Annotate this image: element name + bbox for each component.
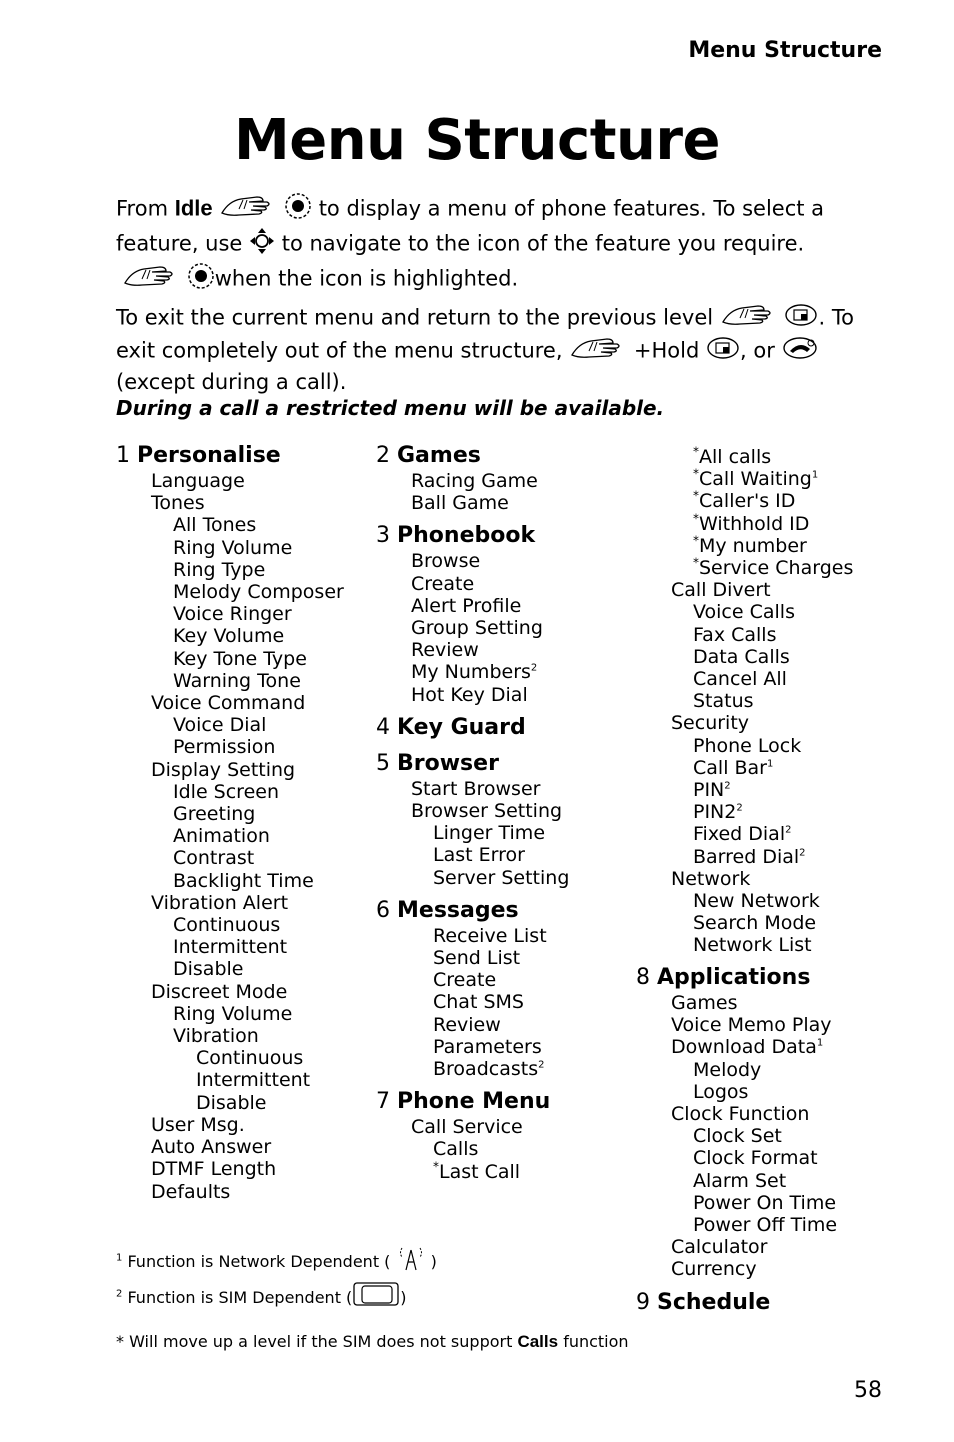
menu-item xyxy=(636,446,853,468)
section-heading xyxy=(376,1088,569,1116)
section-title: Games xyxy=(397,443,481,468)
menu-item xyxy=(376,1014,569,1036)
section-heading xyxy=(376,750,569,778)
menu-item xyxy=(376,573,569,595)
menu-section xyxy=(376,442,569,522)
menu-item-label: Auto Answer xyxy=(151,1136,272,1159)
menu-item xyxy=(636,1036,837,1058)
menu-item-label: Clock Function xyxy=(671,1103,810,1126)
menu-item xyxy=(116,736,344,758)
menu-item-label: Phone Lock xyxy=(693,734,802,757)
menu-item xyxy=(636,690,853,712)
menu-item-label: Voice Command xyxy=(151,692,306,715)
menu-column-2 xyxy=(376,442,569,1191)
section-title: Schedule xyxy=(657,1289,771,1315)
menu-item xyxy=(636,890,853,912)
section-number: 1 xyxy=(116,443,130,468)
menu-item xyxy=(116,1181,344,1203)
menu-section xyxy=(636,964,837,1289)
menu-item-label: Ring Volume xyxy=(173,1002,293,1025)
menu-item-label: User Msg. xyxy=(151,1113,245,1136)
footnote-reference: 2 xyxy=(799,847,806,859)
menu-section xyxy=(376,897,569,1088)
menu-item xyxy=(636,1170,837,1192)
intro-text-3d: +Hold xyxy=(633,338,700,363)
menu-item-label: Ball Game xyxy=(411,492,509,515)
navigation-key-icon xyxy=(249,227,275,262)
intro-paragraph-3 xyxy=(116,302,876,396)
menu-item xyxy=(116,1092,344,1114)
menu-item-label: Backlight Time xyxy=(173,869,314,892)
menu-item-label: Intermittent xyxy=(173,936,288,959)
section-heading xyxy=(376,522,569,550)
menu-item-label: Games xyxy=(671,992,738,1014)
menu-item xyxy=(116,870,344,892)
menu-item xyxy=(636,757,853,779)
menu-item xyxy=(636,1103,837,1125)
section-number: 9 xyxy=(636,1289,650,1315)
menu-item-label: Permission xyxy=(173,736,276,759)
menu-item-label: Key Tone Type xyxy=(173,647,307,670)
menu-item-label: New Network xyxy=(693,890,820,913)
footnote-2-mark: 2 xyxy=(116,1288,123,1300)
menu-item-label: Greeting xyxy=(173,803,256,826)
menu-item-label: Clock Format xyxy=(693,1147,818,1170)
menu-item xyxy=(116,625,344,647)
menu-item-label: Last Call xyxy=(439,1160,521,1183)
menu-item-label: Continuous xyxy=(173,914,281,937)
menu-item xyxy=(376,844,569,866)
footnote-reference: 2 xyxy=(724,780,731,792)
sim-dependent-asterisk: * xyxy=(693,511,699,526)
menu-item xyxy=(116,1047,344,1069)
menu-item xyxy=(636,579,853,601)
menu-item xyxy=(376,550,569,572)
intro-text-3e: , or xyxy=(740,338,775,363)
menu-item xyxy=(116,892,344,914)
section-title: Personalise xyxy=(137,443,281,468)
menu-item-label: Alarm Set xyxy=(693,1169,787,1192)
footnote-3-text-a: * Will move up a level if the SIM does not support xyxy=(116,1332,513,1351)
restricted-menu-note: During a call a restricted menu will be available. xyxy=(116,396,665,420)
running-header: Menu Structure xyxy=(688,38,882,63)
menu-item-label: Melody Composer xyxy=(173,581,344,604)
footnote-reference: 1 xyxy=(811,469,819,481)
menu-item-label: Vibration xyxy=(173,1025,259,1048)
menu-item-label: Status xyxy=(693,690,754,713)
footnote-reference: 2 xyxy=(530,663,538,675)
section-number: 7 xyxy=(376,1089,390,1115)
menu-item xyxy=(636,1258,837,1280)
menu-item-label: Display Setting xyxy=(151,758,296,781)
menu-item-label: All calls xyxy=(699,446,772,468)
menu-item-label: Language xyxy=(151,470,245,492)
menu-item xyxy=(116,648,344,670)
menu-item xyxy=(116,847,344,869)
menu-item-label: Create xyxy=(411,572,475,595)
footnote-reference: 1 xyxy=(767,758,774,770)
menu-item xyxy=(376,947,569,969)
footnote-3 xyxy=(116,1328,629,1356)
section-title: Key Guard xyxy=(397,714,526,740)
menu-item-label: Chat SMS xyxy=(433,991,524,1014)
section-heading xyxy=(636,1289,837,1317)
clear-key-icon xyxy=(706,336,740,367)
footnote-1-close: ) xyxy=(430,1252,437,1271)
menu-item xyxy=(116,1003,344,1025)
menu-item xyxy=(636,557,853,579)
menu-item-label: PIN xyxy=(693,779,725,802)
menu-item xyxy=(636,823,853,845)
menu-item xyxy=(636,779,853,801)
intro-text-3a: To exit the current menu and return to the previous level xyxy=(116,305,714,330)
menu-item-label: Logos xyxy=(693,1080,749,1103)
menu-item-label: Network List xyxy=(693,934,812,957)
menu-item-label: Receive List xyxy=(433,924,547,947)
menu-item xyxy=(116,981,344,1003)
sim-dependent-asterisk: * xyxy=(433,1159,439,1174)
menu-item-label: Ring Type xyxy=(173,558,266,581)
section-number: 2 xyxy=(376,443,390,468)
menu-item-label: Review xyxy=(433,1013,501,1036)
menu-column-3 xyxy=(636,964,837,1325)
menu-item xyxy=(636,912,853,934)
menu-item-label: Animation xyxy=(173,825,270,848)
intro-text-1c: to navigate to the icon of the feature you require. xyxy=(281,231,805,256)
menu-item-label: Power Off Time xyxy=(693,1214,838,1237)
menu-item xyxy=(636,934,853,956)
menu-item xyxy=(636,712,853,734)
menu-item xyxy=(636,1192,837,1214)
footnote-1-text: Function is Network Dependent ( xyxy=(127,1252,391,1271)
menu-item-label: Server Setting xyxy=(433,866,570,889)
menu-item xyxy=(116,581,344,603)
menu-item xyxy=(116,914,344,936)
menu-item xyxy=(376,661,569,683)
menu-item-label: Voice Dial xyxy=(173,714,267,737)
menu-item xyxy=(636,735,853,757)
section-number: 4 xyxy=(376,714,390,740)
menu-item xyxy=(636,535,853,557)
press-hand-icon xyxy=(569,335,627,368)
section-number: 5 xyxy=(376,750,390,776)
menu-item xyxy=(636,490,853,512)
intro-text-3c: exit completely out of the menu structure, xyxy=(116,338,563,363)
menu-item xyxy=(636,846,853,868)
menu-item-label: Disable xyxy=(173,958,244,981)
clear-key-icon xyxy=(784,303,818,334)
menu-item-label: My number xyxy=(699,534,807,557)
menu-item-label: Call Waiting xyxy=(699,468,812,491)
menu-item xyxy=(636,624,853,646)
menu-item xyxy=(116,1158,344,1180)
menu-section xyxy=(376,1088,569,1191)
menu-item xyxy=(636,801,853,823)
footnote-reference: 2 xyxy=(538,1059,545,1071)
menu-item-label: Create xyxy=(433,969,497,992)
sim-dependent-asterisk: * xyxy=(693,533,699,548)
menu-item-label: Security xyxy=(671,712,750,735)
sim-dependent-asterisk: * xyxy=(693,555,699,570)
menu-item-label: Warning Tone xyxy=(173,669,301,692)
menu-item xyxy=(376,969,569,991)
menu-item xyxy=(116,936,344,958)
page-title: Menu Structure xyxy=(234,108,720,173)
menu-item xyxy=(116,692,344,714)
menu-item xyxy=(116,825,344,847)
menu-item-label: All Tones xyxy=(173,514,257,537)
press-hand-icon xyxy=(720,302,778,335)
menu-item xyxy=(116,537,344,559)
menu-item-label: Clock Set xyxy=(693,1125,782,1148)
footnote-2 xyxy=(116,1281,629,1316)
menu-item-label: Key Volume xyxy=(173,625,285,648)
menu-item xyxy=(376,800,569,822)
menu-item xyxy=(376,1036,569,1058)
intro-paragraph-1 xyxy=(116,192,876,262)
menu-item-label: Idle Screen xyxy=(173,780,279,803)
page-number: 58 xyxy=(854,1378,882,1403)
menu-item-label: Voice Memo Play xyxy=(671,1014,832,1037)
menu-item xyxy=(636,1236,837,1258)
menu-item-label: Fax Calls xyxy=(693,623,777,646)
menu-section xyxy=(376,522,569,713)
end-call-key-icon xyxy=(782,336,818,367)
section-title: Phonebook xyxy=(397,523,536,549)
menu-item xyxy=(636,668,853,690)
menu-item xyxy=(376,925,569,947)
section-heading xyxy=(116,442,344,470)
section-title: Applications xyxy=(657,965,811,990)
menu-item xyxy=(636,992,837,1014)
sim-card-icon xyxy=(352,1281,400,1316)
press-hand-icon xyxy=(219,193,277,226)
menu-item xyxy=(116,781,344,803)
menu-item xyxy=(116,670,344,692)
footnote-1-mark: 1 xyxy=(116,1252,123,1264)
menu-item xyxy=(376,991,569,1013)
menu-item-label: Last Error xyxy=(433,844,525,867)
menu-item xyxy=(636,513,853,535)
section-title: Browser xyxy=(397,750,499,776)
menu-item xyxy=(376,1058,569,1080)
menu-item-label: Browse xyxy=(411,550,481,573)
menu-item-label: Racing Game xyxy=(411,470,538,492)
sim-dependent-asterisk: * xyxy=(693,466,699,481)
menu-item-label: Alert Profile xyxy=(411,594,522,617)
menu-item xyxy=(376,617,569,639)
menu-item xyxy=(376,639,569,661)
menu-item-label: Intermittent xyxy=(196,1069,311,1092)
menu-item xyxy=(636,1059,837,1081)
menu-item-label: Defaults xyxy=(151,1180,231,1203)
press-hand-icon xyxy=(122,263,180,296)
footnotes xyxy=(116,1244,629,1356)
menu-item-label: Cancel All xyxy=(693,668,787,691)
menu-item-label: Download Data xyxy=(671,1036,817,1059)
menu-item xyxy=(636,1081,837,1103)
sim-dependent-asterisk: * xyxy=(693,489,699,504)
menu-item-label: DTMF Length xyxy=(151,1158,277,1181)
menu-item-label: Hot Key Dial xyxy=(411,683,528,706)
idle-label: Idle xyxy=(174,195,213,221)
footnote-2-text: Function is SIM Dependent ( xyxy=(127,1288,353,1307)
section-title: Messages xyxy=(397,897,519,923)
menu-item xyxy=(376,595,569,617)
menu-item-label: Parameters xyxy=(433,1035,542,1058)
menu-item-label: Voice Ringer xyxy=(173,603,292,626)
intro-text-2: when the icon is highlighted. xyxy=(214,266,519,291)
menu-item xyxy=(116,714,344,736)
menu-item-label: PIN2 xyxy=(693,801,737,824)
menu-section xyxy=(376,714,569,750)
menu-item-label: Calculator xyxy=(671,1236,768,1259)
menu-item-label: Voice Calls xyxy=(693,601,795,624)
menu-item-label: Calls xyxy=(433,1138,479,1161)
menu-item-label: Fixed Dial xyxy=(693,823,786,846)
menu-item-label: Call Bar xyxy=(693,756,767,779)
menu-item xyxy=(376,822,569,844)
intro-paragraph-2 xyxy=(116,262,876,297)
menu-item xyxy=(376,867,569,889)
menu-item xyxy=(116,759,344,781)
menu-item xyxy=(376,778,569,800)
menu-item xyxy=(636,1147,837,1169)
menu-item-label: Linger Time xyxy=(433,822,546,845)
menu-item-label: Continuous xyxy=(196,1047,304,1070)
menu-item xyxy=(116,492,344,514)
menu-item xyxy=(116,1025,344,1047)
menu-item-label: Search Mode xyxy=(693,912,817,935)
menu-item-label: Discreet Mode xyxy=(151,980,288,1003)
menu-item-label: Browser Setting xyxy=(411,800,563,823)
menu-section xyxy=(636,1289,837,1325)
section-heading xyxy=(636,964,837,992)
menu-item xyxy=(376,1138,569,1160)
menu-item-label: Group Setting xyxy=(411,617,543,640)
menu-item-label: Contrast xyxy=(173,847,255,870)
menu-item xyxy=(376,470,569,492)
menu-item-label: Power On Time xyxy=(693,1191,837,1214)
footnote-2-close: ) xyxy=(400,1288,407,1307)
sim-dependent-asterisk: * xyxy=(693,444,699,459)
menu-item-label: Tones xyxy=(151,492,205,515)
intro-text-3b: . To xyxy=(818,305,854,330)
menu-item xyxy=(116,803,344,825)
section-number: 8 xyxy=(636,965,650,990)
footnote-3-text-c: function xyxy=(563,1332,629,1351)
network-antenna-icon xyxy=(396,1244,426,1281)
menu-item xyxy=(116,559,344,581)
menu-item-label: Withhold ID xyxy=(699,512,810,535)
menu-item xyxy=(636,646,853,668)
menu-item-label: Start Browser xyxy=(411,777,541,800)
intro-text-1a: to display a menu of phone features. To select a xyxy=(318,196,825,221)
menu-item-label: Ring Volume xyxy=(173,536,293,559)
menu-item xyxy=(116,1136,344,1158)
intro-from: From xyxy=(116,196,169,221)
menu-item xyxy=(636,468,853,490)
select-key-icon xyxy=(284,192,312,227)
menu-item-label: Disable xyxy=(196,1091,267,1114)
section-title: Phone Menu xyxy=(397,1089,551,1115)
footnote-reference: 2 xyxy=(736,802,743,814)
menu-item-label: Currency xyxy=(671,1258,757,1281)
menu-item xyxy=(116,1069,344,1091)
menu-item xyxy=(376,1116,569,1138)
menu-item-label: Vibration Alert xyxy=(151,891,289,914)
menu-item-label: My Numbers xyxy=(411,661,531,684)
menu-item xyxy=(116,1114,344,1136)
menu-item xyxy=(376,684,569,706)
menu-column-3-continued xyxy=(636,446,853,957)
menu-item-label: Data Calls xyxy=(693,645,790,668)
footnote-3-calls: Calls xyxy=(517,1332,559,1351)
section-number: 3 xyxy=(376,523,390,549)
menu-item xyxy=(116,603,344,625)
menu-item xyxy=(636,601,853,623)
menu-column-1 xyxy=(116,442,344,1203)
menu-item-label: Call Service xyxy=(411,1116,523,1139)
menu-item xyxy=(636,1125,837,1147)
menu-section xyxy=(376,750,569,897)
menu-item xyxy=(376,1161,569,1183)
menu-item xyxy=(636,1214,837,1236)
section-heading xyxy=(376,714,569,742)
intro-text-3f: (except during a call). xyxy=(116,370,347,394)
menu-item-label: Melody xyxy=(693,1058,762,1081)
menu-item-label: Caller's ID xyxy=(699,490,796,513)
menu-item xyxy=(376,492,569,514)
footnote-reference: 1 xyxy=(816,1038,824,1050)
menu-item-label: Service Charges xyxy=(699,557,854,580)
menu-item-label: Broadcasts xyxy=(433,1058,539,1081)
footnote-1 xyxy=(116,1244,629,1281)
menu-item-label: Send List xyxy=(433,947,521,970)
section-heading xyxy=(376,897,569,925)
menu-item-label: Call Divert xyxy=(671,579,771,602)
menu-item xyxy=(116,470,344,492)
section-heading xyxy=(376,442,569,470)
menu-item xyxy=(636,1014,837,1036)
menu-item-label: Barred Dial xyxy=(693,845,800,868)
menu-item xyxy=(116,958,344,980)
menu-item-label: Review xyxy=(411,639,479,662)
footnote-reference: 2 xyxy=(785,825,792,837)
menu-item xyxy=(636,868,853,890)
menu-item-label: Network xyxy=(671,867,751,890)
intro-text-1b: feature, use xyxy=(116,231,243,256)
menu-item xyxy=(116,514,344,536)
section-number: 6 xyxy=(376,897,390,923)
select-key-icon xyxy=(187,262,215,297)
